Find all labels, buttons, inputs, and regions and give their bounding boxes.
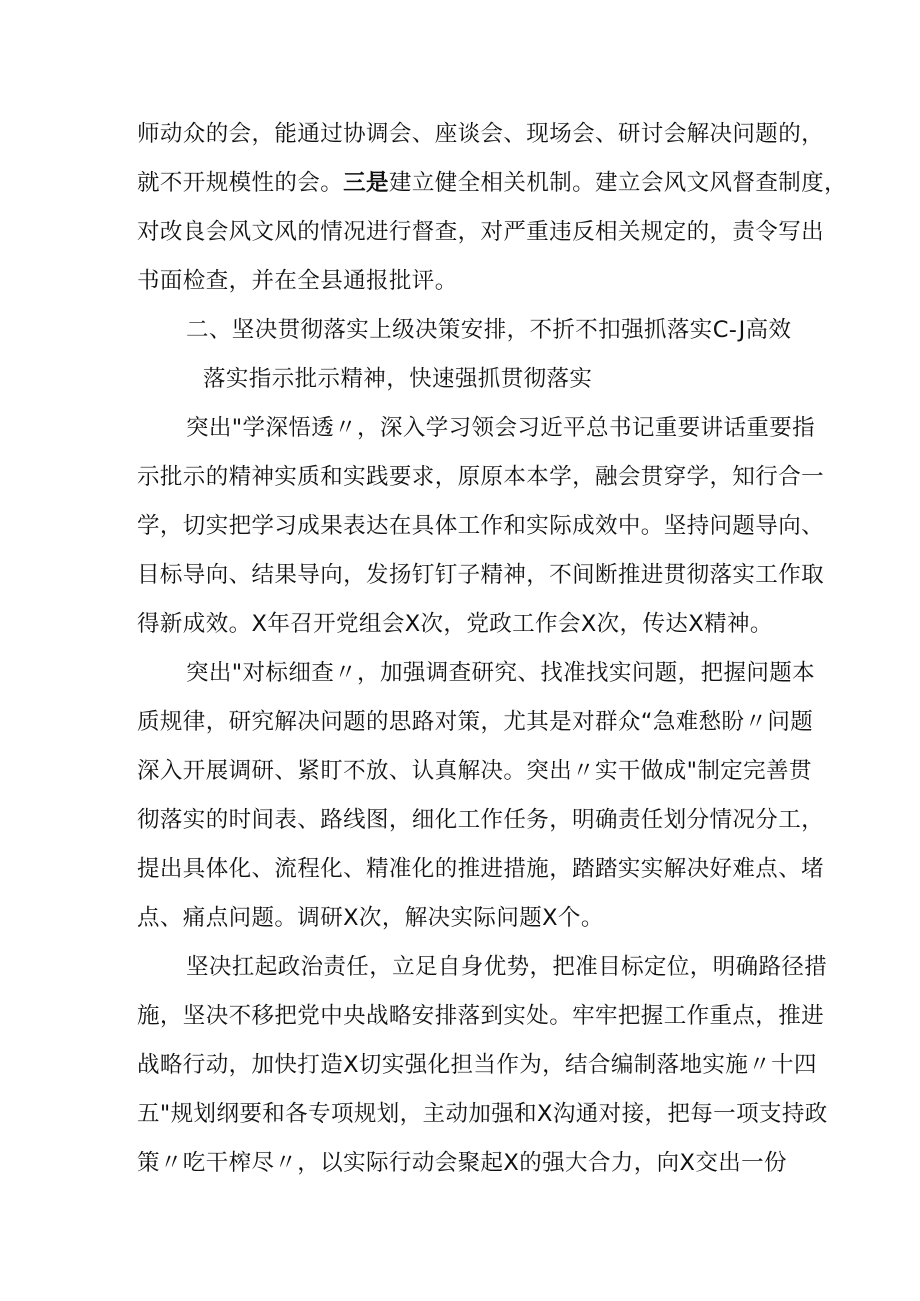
text-line: 得新成效。X年召开党组会X次，党政工作会X次，传达X精神。: [137, 611, 773, 637]
text-line: 提出具体化、流程化、精准化的推进措施，踏踏实实解决好难点、堵: [137, 856, 825, 882]
text-line: 书面检查，并在全县通报批评。: [137, 268, 458, 294]
text-line: 坚决扛起政治责任，立足自身优势，把准目标定位，明确路径措: [186, 954, 828, 980]
text-line: 战略行动，加快打造X切实强化担当作为，结合编制落地实施〃十四: [137, 1052, 817, 1078]
text-line: 示批示的精神实质和实践要求，原原本本学，融会贯穿学，知行合一: [137, 464, 825, 490]
text-segment: 就不开规模性的会。: [137, 170, 344, 196]
text-line: 师动众的会，能通过协调会、座谈会、现场会、研讨会解决问题的，: [137, 121, 825, 147]
text-line: 突出"学深悟透〃，深入学习领会习近平总书记重要讲话重要指: [186, 415, 816, 441]
text-segment: 建立健全相关机制。建立会风文风督查制度，: [388, 170, 847, 196]
subheading: 落实指示批示精神，快速强抓贯彻落实: [203, 366, 593, 392]
text-line: 点、痛点问题。调研X次，解决实际问题X个。: [137, 905, 604, 931]
text-line: 质规律，研究解决问题的思路对策，尤其是对群众“急难愁盼〃问题: [137, 709, 814, 735]
text-line: 对改良会风文风的情况进行督查，对严重违反相关规定的，责令写出: [137, 219, 825, 245]
text-line: 学，切实把学习成果表达在具体工作和实际成效中。坚持问题导向、: [137, 513, 825, 539]
text-line: 深入开展调研、紧盯不放、认真解决。突出〃实干做成"制定完善贯: [137, 758, 812, 784]
text-line: 目标导向、结果导向，发扬钉钉子精神，不间断推进贯彻落实工作取: [137, 562, 825, 588]
text-line: 突出"对标细查〃，加强调查研究、找准找实问题，把握问题本: [186, 660, 816, 686]
text-line: [137, 168, 847, 198]
emphasis-text: 三是: [343, 170, 389, 196]
text-line: 施，坚决不移把党中央战略安排落到实处。牢牢把握工作重点，推进: [137, 1003, 825, 1029]
text-line: 五"规划纲要和各专项规划，主动加强和X沟通对接，把每一项支持政: [137, 1101, 828, 1127]
text-line: 策〃吃干榨尽〃，以实际行动会聚起X的强大合力，向X交出一份: [137, 1150, 787, 1176]
section-heading: 二、坚决贯彻落实上级决策安排，不折不扣强抓落实C-J高效: [186, 317, 792, 343]
text-line: 彻落实的时间表、路线图，细化工作任务，明确责任划分情况分工，: [137, 807, 825, 833]
